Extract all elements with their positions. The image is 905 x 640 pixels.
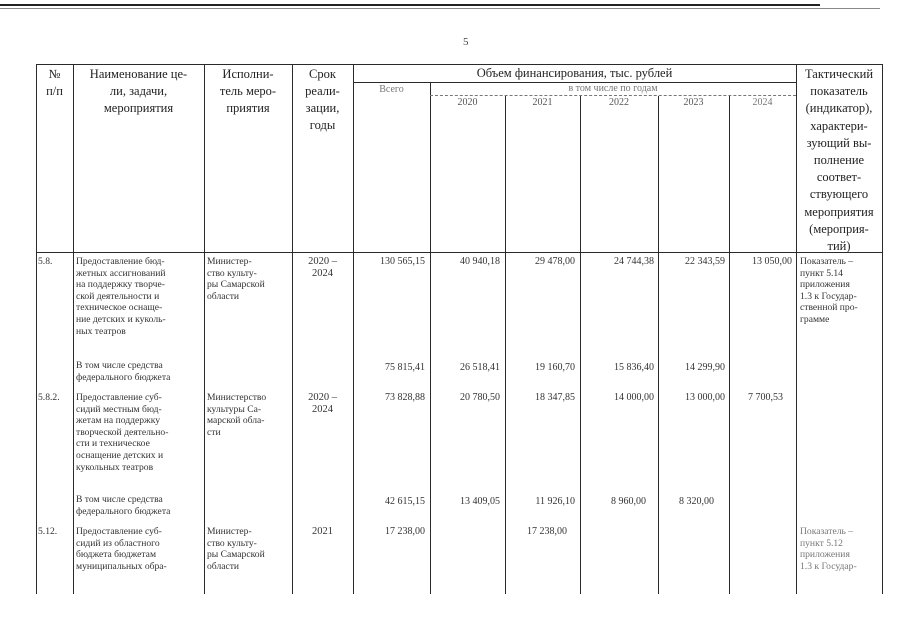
row-name: В том числе средства федерального бюджета bbox=[76, 360, 171, 383]
row-name: Предоставление бюд- жетных ассигнований на поддержку творче- ской деятельности и техническое оснаще- ние детских и куколь- ных театров bbox=[76, 256, 166, 337]
row-2021: 29 478,00 bbox=[535, 256, 575, 267]
row-2022: 15 836,40 bbox=[614, 362, 654, 373]
row-2020: 40 940,18 bbox=[460, 256, 500, 267]
row-2024: 13 050,00 bbox=[752, 256, 792, 267]
header-indicator: Тактический показатель (индикатор), характери- зующий вы- полнение соответ- ствующего мероприятия (мероприя- тий) bbox=[804, 67, 874, 254]
page-number: 5 bbox=[463, 36, 469, 48]
header-year-2021: 2021 bbox=[532, 97, 553, 108]
header-name: Наименование це- ли, задачи, мероприятия bbox=[89, 67, 188, 115]
row-total: 75 815,41 bbox=[385, 362, 425, 373]
row-total: 17 238,00 bbox=[385, 526, 425, 537]
row-2022: 8 960,00 bbox=[611, 496, 646, 507]
row-no: 5.12. bbox=[38, 526, 58, 537]
row-total: 42 615,15 bbox=[385, 496, 425, 507]
row-2023: 13 000,00 bbox=[685, 392, 725, 403]
top-rule-thin bbox=[0, 8, 880, 9]
header-total: Всего bbox=[379, 84, 404, 95]
row-period: 2021 bbox=[312, 526, 333, 537]
header-year-2022: 2022 bbox=[609, 97, 629, 108]
row-total: 73 828,88 bbox=[385, 392, 425, 403]
row-period: 2020 – 2024 bbox=[308, 256, 337, 279]
row-2020: 20 780,50 bbox=[460, 392, 500, 403]
header-executor: Исполни- тель меро- приятия bbox=[219, 67, 277, 115]
header-year-2020: 2020 bbox=[457, 97, 478, 108]
row-executor: Министер- ство культу- ры Самарской области bbox=[207, 256, 265, 302]
row-2021: 11 926,10 bbox=[535, 496, 575, 507]
header-year-2024: 2024 bbox=[752, 97, 773, 108]
row-2023: 22 343,59 bbox=[685, 256, 725, 267]
row-name: Предоставление суб- сидий местным бюд- жетам на поддержку творческой деятельно- сти и техническое оснащение детских и кукольных театров bbox=[76, 392, 169, 473]
header-period: Срок реали- зации, годы bbox=[305, 67, 340, 132]
row-name: В том числе средства федерального бюджета bbox=[76, 494, 171, 517]
row-2023: 14 299,90 bbox=[685, 362, 725, 373]
row-2021: 18 347,85 bbox=[535, 392, 575, 403]
row-indicator: Показатель – пункт 5.14 приложения 1.3 к Государ- ственной про- грамме bbox=[800, 256, 858, 325]
row-name: Предоставление суб- сидий из областного бюджета бюджетам муниципальных обра- bbox=[76, 526, 167, 572]
row-2020: 13 409,05 bbox=[460, 496, 500, 507]
top-rule bbox=[0, 4, 820, 6]
row-2024: 7 700,53 bbox=[748, 392, 783, 403]
row-2022: 14 000,00 bbox=[614, 392, 654, 403]
row-executor: Министер- ство культу- ры Самарской области bbox=[207, 526, 265, 572]
row-executor: Министерство культуры Са- марской обла- сти bbox=[207, 392, 267, 438]
header-by-years: в том числе по годам bbox=[568, 83, 658, 94]
header-funding: Объем финансирования, тыс. рублей bbox=[476, 66, 673, 80]
row-indicator: Показатель – пункт 5.12 приложения 1.3 к Государ- bbox=[800, 526, 857, 572]
row-2021: 17 238,00 bbox=[527, 526, 567, 537]
header-year-2023: 2023 bbox=[683, 97, 704, 108]
row-2023: 8 320,00 bbox=[679, 496, 714, 507]
row-2021: 19 160,70 bbox=[535, 362, 575, 373]
header-no: № п/п bbox=[46, 67, 63, 98]
row-total: 130 565,15 bbox=[380, 256, 425, 267]
row-period: 2020 – 2024 bbox=[308, 392, 337, 415]
row-no: 5.8.2. bbox=[38, 392, 60, 403]
row-2020: 26 518,41 bbox=[460, 362, 500, 373]
row-no: 5.8. bbox=[38, 256, 53, 267]
row-2022: 24 744,38 bbox=[614, 256, 654, 267]
